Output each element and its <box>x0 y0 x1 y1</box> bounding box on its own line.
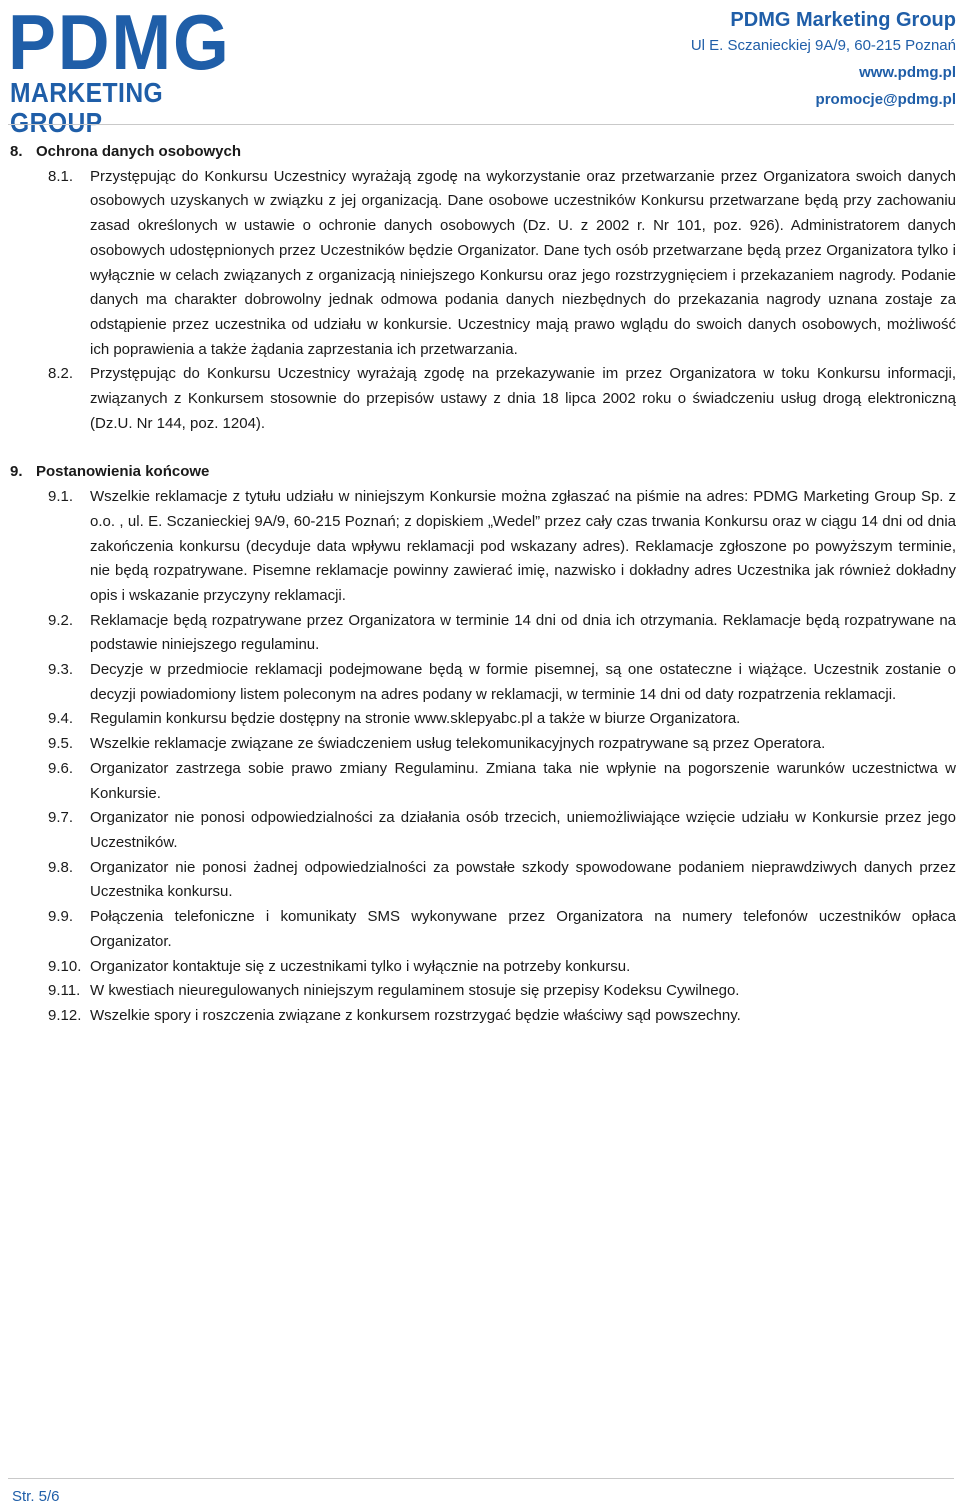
item-text: Regulamin konkursu będzie dostępny na stronie www.sklepyabc.pl a także w biurze Organizatora. <box>90 710 741 728</box>
section-number: 8. <box>10 143 23 160</box>
header-divider <box>8 124 954 125</box>
company-email[interactable]: promocje@pdmg.pl <box>815 91 956 108</box>
section-title <box>10 140 956 165</box>
company-address: Ul E. Sczanieckiej 9A/9, 60-215 Poznań <box>690 37 956 54</box>
item-text: Przystępując do Konkursu Uczestnicy wyrażają zgodę na wykorzystanie oraz przetwarzanie przez Organizatora swoich danych osobowych uzyskanych w związku z jej organizacją. Dane osobowe uczestników Konkursu przetwarzane będą przy zachowaniu zasad określonych w ustawie o ochronie danych osobowych (Dz. U. z 2002 r. Nr 101, poz. 926). Administratorem danych osobowych udostępnionych przez Uczestników będzie Organizator. Dane tych osób przetwarzane będą przez Organizatora tylko i wyłącznie w celach związanych z organizacją niniejszego Konkursu oraz jego rozstrzygnięciem i przekazaniem nagrody. Podanie danych ma charakter dobrowolny jednak odmowa podania danych niezbędnych do przekazania nagrody uznana zostaje za odstąpienie przez uczestnika od udziału w konkursie. Uczestnicy mają prawo wglądu do swoich danych osobowych, możliwość ich poprawienia a także żądania zaprzestania ich przetwarzania. <box>90 167 956 358</box>
item-number: 9.11. <box>48 982 81 1000</box>
list-item <box>10 707 956 732</box>
document-body <box>10 140 956 1029</box>
item-number: 9.3. <box>48 661 74 679</box>
company-info <box>691 8 956 113</box>
company-website[interactable]: www.pdmg.pl <box>859 64 956 81</box>
list-item <box>10 362 956 436</box>
list-item <box>10 658 956 707</box>
item-text: W kwestiach nieuregulowanych niniejszym regulaminem stosuje się przepisy Kodeksu Cywilnego. <box>90 982 740 1000</box>
section-heading: Ochrona danych osobowych <box>36 143 242 160</box>
list-item <box>10 955 956 980</box>
item-number: 9.7. <box>48 809 74 827</box>
item-text: Wszelkie reklamacje związane ze świadczeniem usług telekomunikacyjnych rozpatrywane są przez Operatora. <box>90 735 826 753</box>
item-text: Reklamacje będą rozpatrywane przez Organizatora w terminie 14 dni od dnia ich otrzymania. Reklamacje będą rozpatrywane na podstawie niniejszego regulaminu. <box>90 611 956 654</box>
item-number: 9.12. <box>48 1006 82 1024</box>
item-number: 9.9. <box>48 908 74 926</box>
item-number: 9.5. <box>48 735 74 753</box>
section-spacer <box>10 436 956 460</box>
logo-main-text: PDMG <box>8 0 231 86</box>
page-number: Str. 5/6 <box>12 1488 60 1505</box>
item-number: 9.8. <box>48 858 74 876</box>
pdmg-logo <box>8 0 268 138</box>
list-item <box>10 485 956 609</box>
item-text: Decyzje w przedmiocie reklamacji podejmowane będą w formie pisemnej, są one ostateczne i wiążące. Uczestnik zostanie o decyzji powiadomiony listem poleconym na adres podany w reklamacji, w terminie 14 dni od daty rozpatrzenia reklamacji. <box>90 661 956 703</box>
item-number: 9.2. <box>48 611 74 629</box>
item-number: 9.1. <box>48 488 74 506</box>
list-item <box>10 856 956 905</box>
item-text: Organizator nie ponosi odpowiedzialności za działania osób trzecich, uniemożliwiające wzięcie udziału w Konkursie przez jego Uczestników. <box>90 809 956 851</box>
list-item <box>10 905 956 954</box>
item-text: Organizator nie ponosi żadnej odpowiedzialności za powstałe szkody spowodowane podaniem nieprawdziwych danych przez Uczestnika konkursu. <box>90 858 956 901</box>
item-number: 8.1. <box>48 167 74 185</box>
list-item <box>10 609 956 658</box>
item-text: Wszelkie spory i roszczenia związane z konkursem rozstrzygać będzie właściwy sąd powszechny. <box>90 1006 741 1024</box>
list-item <box>10 979 956 1004</box>
item-number: 9.10. <box>48 957 82 975</box>
list-item <box>10 1004 956 1029</box>
list-item <box>10 165 956 363</box>
item-text: Połączenia telefoniczne i komunikaty SMS wykonywane przez Organizatora na numery telefonów uczestników opłaca Organizator. <box>90 908 956 950</box>
section-title <box>10 460 956 485</box>
section-heading: Postanowienia końcowe <box>36 463 210 481</box>
item-text: Przystępując do Konkursu Uczestnicy wyrażają zgodę na przekazywanie im przez Organizatora w toku Konkursu informacji, związanych z Konkursem stosownie do przepisów ustawy z dnia 18 lipca 2002 roku o świadczeniu usług drogą elektroniczną (Dz.U. Nr 144, poz. 1204). <box>90 365 956 432</box>
company-name: PDMG Marketing Group <box>730 9 956 31</box>
page-header <box>0 0 960 138</box>
item-text: Organizator kontaktuje się z uczestnikami tylko i wyłącznie na potrzeby konkursu. <box>90 957 631 975</box>
item-number: 9.6. <box>48 759 74 777</box>
item-number: 9.4. <box>48 710 74 728</box>
section-number: 9. <box>10 463 23 481</box>
item-text: Wszelkie reklamacje z tytułu udziału w niniejszym Konkursie można zgłaszać na piśmie na adres: PDMG Marketing Group Sp. z o.o. , ul. E. Sczanieckiej 9A/9, 60-215 Poznań; z dopiskiem „Wedel” przez cały czas trwania Konkursu oraz w ciągu 14 dni od dnia zakończenia konkursu (decyduje data wpływu reklamacji pod wskazany adres). Reklamacje zgłoszone po powyższym terminie, nie będą rozpatrywane. Pisemne reklamacje powinny zawierać imię, nazwisko i dokładny adres Uczestnika jak również dokładny opis i wskazanie przyczyny reklamacji. <box>90 488 956 604</box>
list-item <box>10 806 956 855</box>
item-number: 8.2. <box>48 365 74 383</box>
list-item <box>10 757 956 806</box>
item-text: Organizator zastrzega sobie prawo zmiany Regulaminu. Zmiana taka nie wpłynie na pogorszenie warunków uczestnictwa w Konkursie. <box>90 759 956 802</box>
list-item <box>10 732 956 757</box>
footer-divider <box>8 1478 954 1479</box>
logo-sub-text: MARKETING GROUP <box>10 77 164 138</box>
